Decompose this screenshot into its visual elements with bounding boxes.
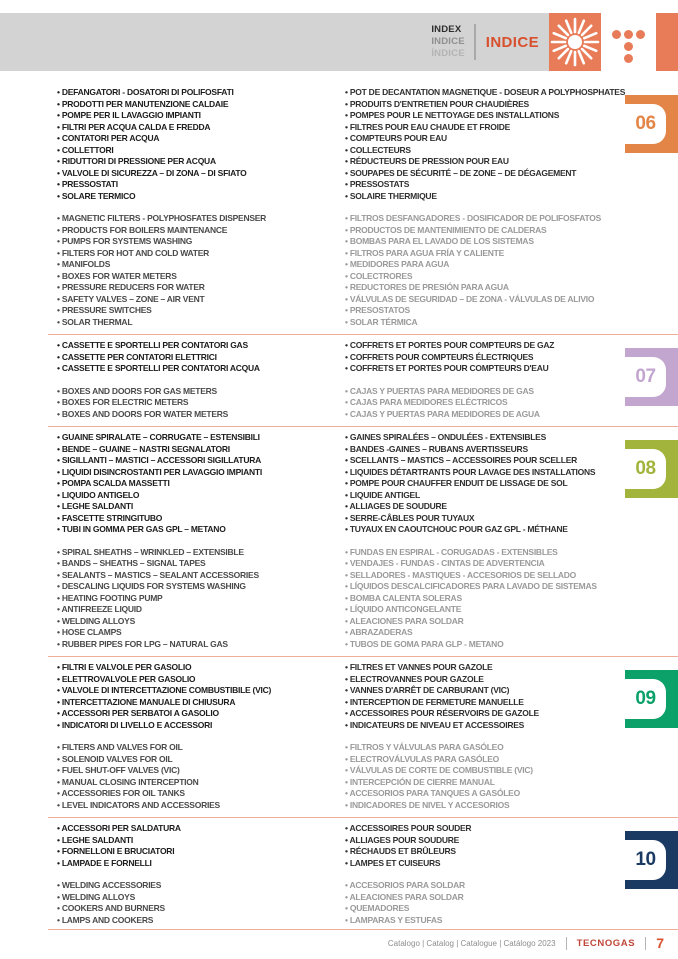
list-item: • SOLARE TERMICO — [57, 191, 345, 203]
list-item: • LAMPES ET CUISEURS — [345, 858, 625, 870]
list-item: • PRODUITS D'ENTRETIEN POUR CHAUDIÈRES — [345, 99, 625, 111]
page-number: 7 — [656, 935, 664, 951]
list-item: • SCELLANTS – MASTICS – ACCESSOIRES POUR SCELLER — [345, 455, 625, 467]
list-item: • ALEACIONES PARA SOLDAR — [345, 892, 625, 904]
list-item: • RÉCHAUDS ET BRÛLEURS — [345, 846, 625, 858]
list-item: • ELECTROVANNES POUR GAZOLE — [345, 674, 625, 686]
list-item: • SOLENOID VALVES FOR OIL — [57, 754, 345, 766]
left-column — [57, 432, 345, 650]
list-item: • BENDE – GUAINE – NASTRI SEGNALATORI — [57, 444, 345, 456]
list-item: • FILTROS DESFANGADORES - DOSIFICADOR DE POLIFOSFATOS — [345, 213, 625, 225]
section-tab-06 — [625, 95, 678, 153]
index-list-it — [57, 823, 345, 869]
list-item: • PRESOSTATOS — [345, 305, 625, 317]
list-item: • LIQUIDES DÉTARTRANTS POUR LAVAGE DES INSTALLATIONS — [345, 467, 625, 479]
index-list-fr — [345, 662, 625, 731]
list-item: • PUMPS FOR SYSTEMS WASHING — [57, 236, 345, 248]
left-column — [57, 340, 345, 420]
index-list-fr — [345, 87, 625, 202]
logo-dot — [612, 30, 621, 39]
list-item: • RUBBER PIPES FOR LPG – NATURAL GAS — [57, 639, 345, 651]
header-accent-square — [656, 13, 678, 71]
list-item: • BOXES AND DOORS FOR GAS METERS — [57, 386, 345, 398]
index-list-es — [345, 742, 625, 811]
header-band — [0, 13, 678, 71]
section-tab-08 — [625, 440, 678, 498]
list-item: • FILTRES ET VANNES POUR GAZOLE — [345, 662, 625, 674]
list-item: • WELDING ACCESSORIES — [57, 880, 345, 892]
header-divider — [474, 24, 476, 60]
list-item: • LÍQUIDOS DESCALCIFICADORES PARA LAVADO DE SISTEMAS — [345, 581, 625, 593]
list-item: • COLLECTEURS — [345, 145, 625, 157]
list-item: • CASSETTE E SPORTELLI PER CONTATORI ACQUA — [57, 363, 345, 375]
right-column — [345, 823, 625, 926]
logo-dot — [624, 42, 633, 51]
list-item: • TUBI IN GOMMA PER GAS GPL – METANO — [57, 524, 345, 536]
section-number: 08 — [625, 449, 666, 489]
list-item: • FILTRI PER ACQUA CALDA E FREDDA — [57, 122, 345, 134]
list-item: • GUAINE SPIRALATE – CORRUGATE – ESTENSIBILI — [57, 432, 345, 444]
list-item: • BOMBAS PARA EL LAVADO DE LOS SISTEMAS — [345, 236, 625, 248]
list-item: • COMPTEURS POUR EAU — [345, 133, 625, 145]
index-list-it — [57, 432, 345, 536]
list-item: • ALLIAGES POUR SOUDURE — [345, 835, 625, 847]
list-item: • HOSE CLAMPS — [57, 627, 345, 639]
list-item: • CAJAS PARA MEDIDORES ELÉCTRICOS — [345, 397, 625, 409]
page-title: INDICE — [485, 33, 539, 51]
list-item: • FILTRES POUR EAU CHAUDE ET FROIDE — [345, 122, 625, 134]
list-item: • ACCESSORI PER SALDATURA — [57, 823, 345, 835]
list-item: • CASSETTE E SPORTELLI PER CONTATORI GAS — [57, 340, 345, 352]
list-item: • ELECTROVÁLVULAS PARA GASÓLEO — [345, 754, 625, 766]
tab-column — [625, 87, 678, 328]
list-item: • BOXES AND DOORS FOR WATER METERS — [57, 409, 345, 421]
list-item: • INTERCETTAZIONE MANUALE DI CHIUSURA — [57, 697, 345, 709]
list-item: • HEATING FOOTING PUMP — [57, 593, 345, 605]
list-item: • INDICADORES DE NIVEL Y ACCESORIOS — [345, 800, 625, 812]
section-tab-07 — [625, 348, 678, 406]
list-item: • FASCETTE STRINGITUBO — [57, 513, 345, 525]
list-item: • LEVEL INDICATORS AND ACCESSORIES — [57, 800, 345, 812]
list-item: • ALEACIONES PARA SOLDAR — [345, 616, 625, 628]
tecnogas-dots-logo — [601, 13, 656, 71]
list-item: • VENDAJES - FUNDAS - CINTAS DE ADVERTENCIA — [345, 558, 625, 570]
index-section-07 — [48, 334, 678, 426]
list-item: • SEALANTS – MASTICS – SEALANT ACCESSORIES — [57, 570, 345, 582]
index-list-en — [57, 386, 345, 421]
list-item: • LIQUIDE ANTIGEL — [345, 490, 625, 502]
list-item: • SOLAR THERMAL — [57, 317, 345, 329]
section-number: 09 — [625, 679, 666, 719]
index-list-fr — [345, 823, 625, 869]
list-item: • COFFRETS POUR COMPTEURS ÉLECTRIQUES — [345, 352, 625, 364]
sun-icon — [549, 13, 601, 71]
list-item: • COFFRETS ET PORTES POUR COMPTEURS D'EAU — [345, 363, 625, 375]
section-tab-10 — [625, 831, 678, 889]
list-item: • PRODUCTS FOR BOILERS MAINTENANCE — [57, 225, 345, 237]
index-list-en — [57, 742, 345, 811]
index-label-en: INDEX — [431, 24, 462, 35]
list-item: • COLLETTORI — [57, 145, 345, 157]
list-item: • PRODUCTOS DE MANTENIMIENTO DE CALDERAS — [345, 225, 625, 237]
section-number: 10 — [625, 840, 666, 880]
list-item: • PRESSURE REDUCERS FOR WATER — [57, 282, 345, 294]
list-item: • ACCESSOIRES POUR RÉSERVOIRS DE GAZOLE — [345, 708, 625, 720]
list-item: • COLECTRORES — [345, 271, 625, 283]
index-list-en — [57, 547, 345, 651]
index-list-es — [345, 880, 625, 926]
tab-column — [625, 340, 678, 420]
list-item: • ALLIAGES DE SOUDURE — [345, 501, 625, 513]
list-item: • POMPA SCALDA MASSETTI — [57, 478, 345, 490]
right-column — [345, 87, 625, 328]
list-item: • LIQUIDI DISINCROSTANTI PER LAVAGGIO IMPIANTI — [57, 467, 345, 479]
list-item: • WELDING ALLOYS — [57, 616, 345, 628]
list-item: • POT DE DECANTATION MAGNETIQUE - DOSEUR A POLYPHOSPHATES — [345, 87, 625, 99]
index-list-es — [345, 213, 625, 328]
index-section-06 — [48, 82, 678, 334]
index-section-09 — [48, 656, 678, 817]
list-item: • FILTRI E VALVOLE PER GASOLIO — [57, 662, 345, 674]
section-number: 06 — [625, 104, 666, 144]
list-item: • WELDING ALLOYS — [57, 892, 345, 904]
list-item: • SOLAR TÉRMICA — [345, 317, 625, 329]
list-item: • VALVOLE DI INTERCETTAZIONE COMBUSTIBILE (VIC) — [57, 685, 345, 697]
list-item: • FUEL SHUT-OFF VALVES (VIC) — [57, 765, 345, 777]
list-item: • PRESSURE SWITCHES — [57, 305, 345, 317]
list-item: • ELETTROVALVOLE PER GASOLIO — [57, 674, 345, 686]
list-item: • RIDUTTORI DI PRESSIONE PER ACQUA — [57, 156, 345, 168]
list-item: • VÁLVULAS DE CORTE DE COMBUSTIBLE (VIC) — [345, 765, 625, 777]
logo-dot — [624, 30, 633, 39]
index-list-it — [57, 340, 345, 375]
right-column — [345, 662, 625, 811]
list-item: • SOUPAPES DE SÉCURITÉ – DE ZONE – DE DÉGAGEMENT — [345, 168, 625, 180]
index-label-es: ÍNDICE — [431, 48, 465, 59]
index-section-10 — [48, 817, 678, 932]
list-item: • POMPE POUR CHAUFFER ENDUIT DE LISSAGE DE SOL — [345, 478, 625, 490]
index-list-es — [345, 547, 625, 651]
list-item: • COOKERS AND BURNERS — [57, 903, 345, 915]
list-item: • LIQUIDO ANTIGELO — [57, 490, 345, 502]
list-item: • CONTATORI PER ACQUA — [57, 133, 345, 145]
list-item: • PRESSOSTATS — [345, 179, 625, 191]
index-list-fr — [345, 340, 625, 375]
list-item: • SELLADORES - MASTIQUES - ACCESORIOS DE SELLADO — [345, 570, 625, 582]
list-item: • LÍQUIDO ANTICONGELANTE — [345, 604, 625, 616]
right-column — [345, 340, 625, 420]
list-item: • MANIFOLDS — [57, 259, 345, 271]
list-item: • REDUCTORES DE PRESIÓN PARA AGUA — [345, 282, 625, 294]
tab-column — [625, 432, 678, 650]
list-item: • PRODOTTI PER MANUTENZIONE CALDAIE — [57, 99, 345, 111]
list-item: • DESCALING LIQUIDS FOR SYSTEMS WASHING — [57, 581, 345, 593]
list-item: • BANDES -GAINES – RUBANS AVERTISSEURS — [345, 444, 625, 456]
list-item: • MEDIDORES PARA AGUA — [345, 259, 625, 271]
list-item: • ACCESSOIRES POUR SOUDER — [345, 823, 625, 835]
list-item: • VÁLVULAS DE SEGURIDAD – DE ZONA - VÁLVULAS DE ALIVIO — [345, 294, 625, 306]
footer-divider — [566, 937, 567, 950]
list-item: • LAMPS AND COOKERS — [57, 915, 345, 927]
list-item: • COFFRETS ET PORTES POUR COMPTEURS DE GAZ — [345, 340, 625, 352]
list-item: • BOMBA CALENTA SOLERAS — [345, 593, 625, 605]
list-item: • MANUAL CLOSING INTERCEPTION — [57, 777, 345, 789]
catalog-languages-text: Catalogo | Catalog | Catalogue | Catálogo 2023 — [387, 938, 556, 948]
list-item: • FILTERS FOR HOT AND COLD WATER — [57, 248, 345, 260]
list-item: • ANTIFREEZE LIQUID — [57, 604, 345, 616]
list-item: • POMPE PER IL LAVAGGIO IMPIANTI — [57, 110, 345, 122]
list-item: • SAFETY VALVES – ZONE – AIR VENT — [57, 294, 345, 306]
index-list-es — [345, 386, 625, 421]
list-item: • SIGILLANTI – MASTICI – ACCESSORI SIGILLATURA — [57, 455, 345, 467]
list-item: • VANNES D'ARRÊT DE CARBURANT (VIC) — [345, 685, 625, 697]
index-list-en — [57, 213, 345, 328]
list-item: • LEGHE SALDANTI — [57, 835, 345, 847]
list-item: • PRESSOSTATI — [57, 179, 345, 191]
sections — [48, 82, 678, 932]
list-item: • INTERCEPCIÓN DE CIERRE MANUAL — [345, 777, 625, 789]
list-item: • GAINES SPIRALÉES – ONDULÉES - EXTENSIBLES — [345, 432, 625, 444]
index-list-it — [57, 87, 345, 202]
list-item: • ACCESORIOS PARA TANQUES A GASÓLEO — [345, 788, 625, 800]
list-item: • VALVOLE DI SICUREZZA – DI ZONA – DI SFIATO — [57, 168, 345, 180]
footer-divider — [645, 937, 646, 950]
list-item: • TUYAUX EN CAOUTCHOUC POUR GAZ GPL - MÉTHANE — [345, 524, 625, 536]
brand-name: TECNOGAS — [576, 937, 636, 949]
page-footer — [48, 929, 678, 951]
logo-dot — [636, 30, 645, 39]
list-item: • INTERCEPTION DE FERMETURE MANUELLE — [345, 697, 625, 709]
index-list-it — [57, 662, 345, 731]
tab-column — [625, 823, 678, 926]
right-column — [345, 432, 625, 650]
list-item: • QUEMADORES — [345, 903, 625, 915]
section-tab-09 — [625, 670, 678, 728]
section-number: 07 — [625, 357, 666, 397]
index-list-en — [57, 880, 345, 926]
list-item: • ACCESSORIES FOR OIL TANKS — [57, 788, 345, 800]
index-section-08 — [48, 426, 678, 656]
list-item: • FUNDAS EN ESPIRAL - CORUGADAS - EXTENSIBLES — [345, 547, 625, 559]
left-column — [57, 662, 345, 811]
index-label-stack — [431, 24, 464, 60]
index-list-fr — [345, 432, 625, 536]
list-item: • BANDS – SHEATHS – SIGNAL TAPES — [57, 558, 345, 570]
left-column — [57, 823, 345, 926]
list-item: • SOLAIRE THERMIQUE — [345, 191, 625, 203]
list-item: • FILTROS Y VÁLVULAS PARA GASÓLEO — [345, 742, 625, 754]
logo-dot — [624, 54, 633, 63]
list-item: • FILTROS PARA AGUA FRÍA Y CALIENTE — [345, 248, 625, 260]
list-item: • LEGHE SALDANTI — [57, 501, 345, 513]
list-item: • BOXES FOR ELECTRIC METERS — [57, 397, 345, 409]
list-item: • BOXES FOR WATER METERS — [57, 271, 345, 283]
left-column — [57, 87, 345, 328]
list-item: • LAMPADE E FORNELLI — [57, 858, 345, 870]
list-item: • INDICATEURS DE NIVEAU ET ACCESSOIRES — [345, 720, 625, 732]
list-item: • ABRAZADERAS — [345, 627, 625, 639]
list-item: • INDICATORI DI LIVELLO E ACCESSORI — [57, 720, 345, 732]
list-item: • DEFANGATORI - DOSATORI DI POLIFOSFATI — [57, 87, 345, 99]
list-item: • CAJAS Y PUERTAS PARA MEDIDORES DE GAS — [345, 386, 625, 398]
list-item: • RÉDUCTEURS DE PRESSION POUR EAU — [345, 156, 625, 168]
list-item: • LAMPARAS Y ESTUFAS — [345, 915, 625, 927]
list-item: • FILTERS AND VALVES FOR OIL — [57, 742, 345, 754]
list-item: • SPIRAL SHEATHS – WRINKLED – EXTENSIBLE — [57, 547, 345, 559]
index-label-it: INDICE — [431, 36, 465, 47]
list-item: • SERRE-CÂBLES POUR TUYAUX — [345, 513, 625, 525]
tab-column — [625, 662, 678, 811]
list-item: • CAJAS Y PUERTAS PARA MEDIDORES DE AGUA — [345, 409, 625, 421]
list-item: • CASSETTE PER CONTATORI ELETTRICI — [57, 352, 345, 364]
list-item: • MAGNETIC FILTERS - POLYPHOSFATES DISPENSER — [57, 213, 345, 225]
list-item: • POMPES POUR LE NETTOYAGE DES INSTALLATIONS — [345, 110, 625, 122]
list-item: • ACCESORIOS PARA SOLDAR — [345, 880, 625, 892]
list-item: • FORNELLONI E BRUCIATORI — [57, 846, 345, 858]
list-item: • ACCESSORI PER SERBATOI A GASOLIO — [57, 708, 345, 720]
list-item: • TUBOS DE GOMA PARA GLP - METANO — [345, 639, 625, 651]
